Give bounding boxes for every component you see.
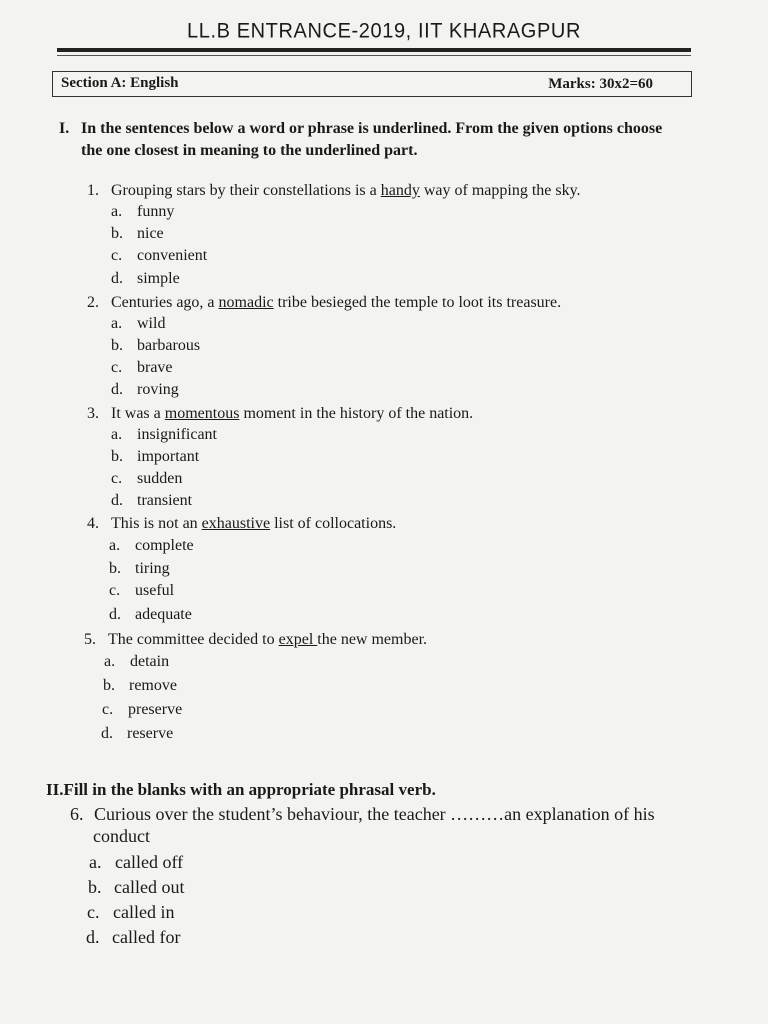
underlined-word: exhaustive [201,515,271,532]
option-letter: a. [104,653,116,670]
underlined-word: nomadic [218,294,274,311]
question-2 [87,294,561,312]
title-rule-thick [57,48,691,52]
question-1 [87,182,581,200]
option-letter: d. [109,606,121,623]
option-letter: c. [111,247,123,264]
option-1d [111,270,180,288]
option-text: remove [129,677,177,694]
option-text: called off [115,852,184,872]
option-2b [111,337,200,355]
option-text: detain [130,653,170,670]
option-text: convenient [137,247,208,264]
question-4 [87,515,396,533]
question-text-after: way of mapping the sky. [419,182,581,199]
question-number: 3. [87,405,99,422]
question-text-before: Centuries ago, a [111,294,219,311]
option-3a [111,426,217,444]
option-letter: a. [109,537,121,554]
option-letter: c. [109,582,121,599]
option-letter: b. [111,448,123,465]
option-4b [109,560,170,578]
option-text: preserve [128,701,183,718]
option-text: complete [135,537,194,554]
option-2c [111,359,173,377]
option-2d [111,381,179,399]
question-number: 6. [70,804,84,824]
question-text-after: moment in the history of the nation. [239,405,474,422]
option-6a [89,852,183,873]
option-text: funny [137,203,175,220]
option-text: roving [137,381,179,398]
option-6d [86,927,180,948]
part2-heading: II.Fill in the blanks with an appropriate phrasal verb. [46,780,436,799]
question-number: 1. [87,182,99,199]
option-3d [111,492,192,510]
question-text-before: It was a [111,405,165,422]
option-4a [109,537,194,555]
option-text: adequate [135,606,192,623]
option-text: sudden [137,470,183,487]
option-text: transient [137,492,193,509]
question-5 [84,631,427,649]
option-letter: c. [111,470,123,487]
question-3 [87,405,473,423]
option-letter: d. [101,725,113,742]
underlined-word: handy [380,182,420,199]
option-4c [109,582,174,600]
underlined-word: expel [278,631,318,648]
question-number: 4. [87,515,99,532]
option-text: barbarous [137,337,201,354]
option-text: called in [113,902,175,922]
option-text: brave [137,359,173,376]
option-letter: d. [111,492,123,509]
option-2a [111,315,165,333]
option-5a [104,653,169,671]
option-letter: b. [111,337,123,354]
option-3c [111,470,182,488]
page-title: LL.B ENTRANCE-2019, IIT KHARAGPUR [187,19,581,43]
option-text: reserve [127,725,174,742]
option-letter: c. [111,359,123,376]
option-text: wild [137,315,166,332]
question-text-after: the new member. [317,631,428,648]
option-letter: d. [111,270,123,287]
option-1a [111,203,174,221]
title-rule-thin [57,55,691,56]
option-text: nice [137,225,164,242]
option-text: tiring [135,560,170,577]
option-letter: d. [86,927,100,947]
question-text-before: The committee decided to [108,631,279,648]
question-text-after: tribe besieged the temple to loot its treasure. [273,294,562,311]
option-letter: a. [111,203,123,220]
option-letter: a. [89,852,102,872]
option-letter: b. [103,677,115,694]
option-text: insignificant [137,426,217,443]
option-letter: b. [111,225,123,242]
question-6-line2: conduct [93,826,150,846]
option-1c [111,247,207,265]
option-6b [88,877,184,898]
option-letter: d. [111,381,123,398]
option-letter: a. [111,426,123,443]
option-6c [87,902,174,923]
option-5b [103,677,177,695]
option-5d [101,725,173,743]
section-header-box [52,71,692,97]
question-6 [70,804,655,825]
option-letter: b. [88,877,102,897]
question-number: 5. [84,631,96,648]
option-text: simple [137,270,180,287]
option-letter: b. [109,560,121,577]
option-letter: c. [102,701,114,718]
part1-number: I. [59,120,70,137]
option-text: called for [112,927,181,947]
part1-instruction-text: In the sentences below a word or phrase is underlined. From the given options choose the one closest in meaning to the underlined part. [81,120,663,159]
option-text: useful [135,582,175,599]
option-4d [109,606,192,624]
option-5c [102,701,182,719]
question-number: 2. [87,294,99,311]
question-text-line1: Curious over the student’s behaviour, the teacher ………an explanation of his [94,804,655,824]
marks-label: Marks: 30x2=60 [548,76,653,92]
underlined-word: momentous [164,405,240,422]
option-text: important [137,448,200,465]
option-letter: c. [87,902,100,922]
section-label: Section A: English [61,75,179,91]
option-letter: a. [111,315,123,332]
option-1b [111,225,164,243]
question-text-after: list of collocations. [270,515,397,532]
question-text-before: This is not an [111,515,202,532]
question-text-before: Grouping stars by their constellations is a [111,182,381,199]
option-3b [111,448,199,466]
option-text: called out [114,877,185,897]
